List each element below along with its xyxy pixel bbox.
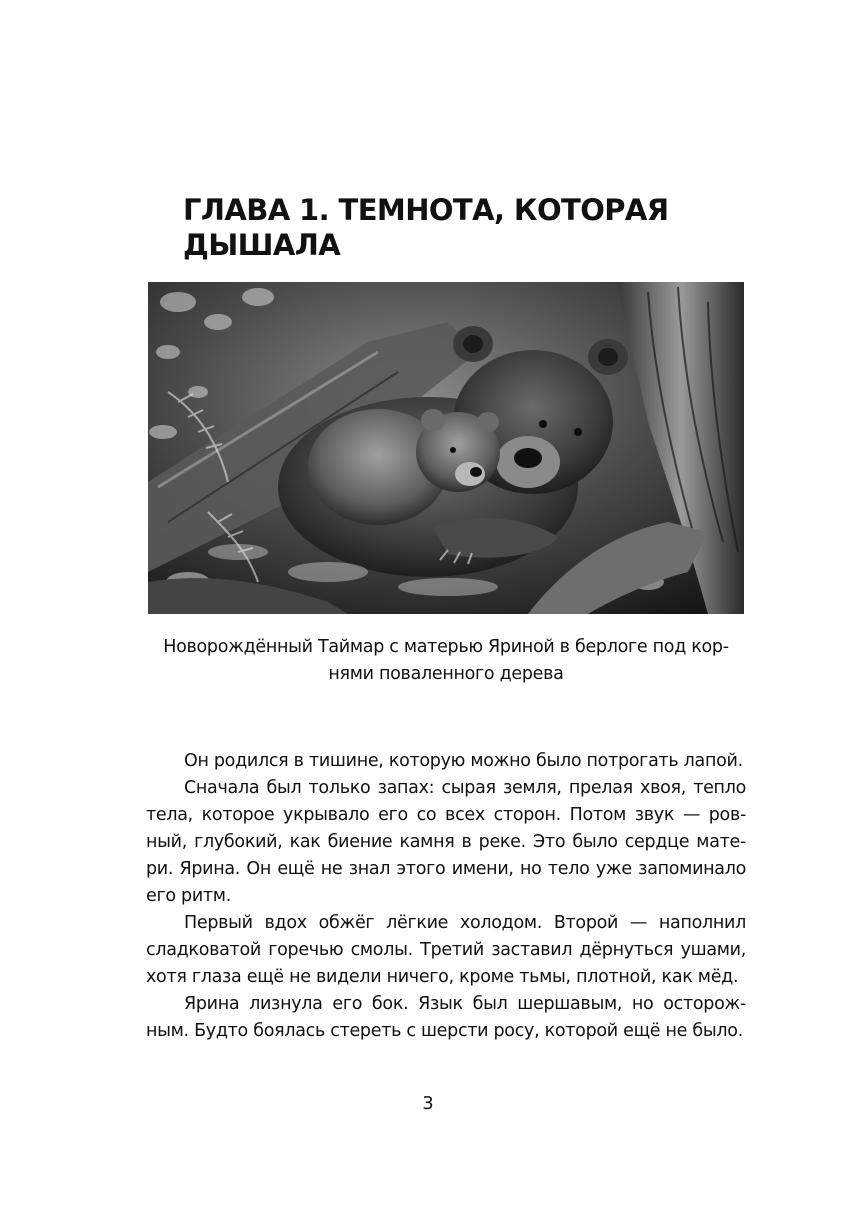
page-number: 3 <box>422 1093 434 1114</box>
chapter-title <box>183 193 703 263</box>
body-line: сладковатой горечью смолы. Третий заставил дёрнуться ушами, <box>146 940 746 960</box>
body-line: Ярина лизнула его бок. Язык был шершавым, но осторож- <box>184 994 746 1014</box>
body-line: Он родился в тишине, которую можно было потрогать лапой. <box>184 751 743 771</box>
body-line: его ритм. <box>146 886 231 906</box>
body-line: ри. Ярина. Он ещё не знал этого имени, но тело уже запоминало <box>146 859 746 879</box>
caption-line: нями поваленного дерева <box>328 664 564 684</box>
chapter-title-line: ГЛАВА 1. ТЕМНОТА, КОТОРАЯ <box>183 193 669 227</box>
figure-caption <box>148 634 744 688</box>
bear-illustration <box>148 282 744 614</box>
body-line: Первый вдох обжёг лёгкие холодом. Второй — наполнил <box>184 913 746 933</box>
body-line: тела, которое укрывало его со всех сторон. Потом звук — ров- <box>146 805 746 825</box>
chapter-title-line: ДЫШАЛА <box>183 228 341 262</box>
body-line: ный, глубокий, как биение камня в реке. Это было сердце мате- <box>146 832 746 852</box>
caption-line: Новорождённый Таймар с матерью Яриной в берлоге под кор- <box>163 637 729 657</box>
body-line: Сначала был только запах: сырая земля, прелая хвоя, тепло <box>184 778 746 798</box>
body-line: хотя глаза ещё не видели ничего, кроме тьмы, плотной, как мёд. <box>146 967 739 987</box>
body-text <box>146 748 746 1045</box>
body-line: ным. Будто боялась стереть с шерсти росу, которой ещё не было. <box>146 1021 743 1041</box>
